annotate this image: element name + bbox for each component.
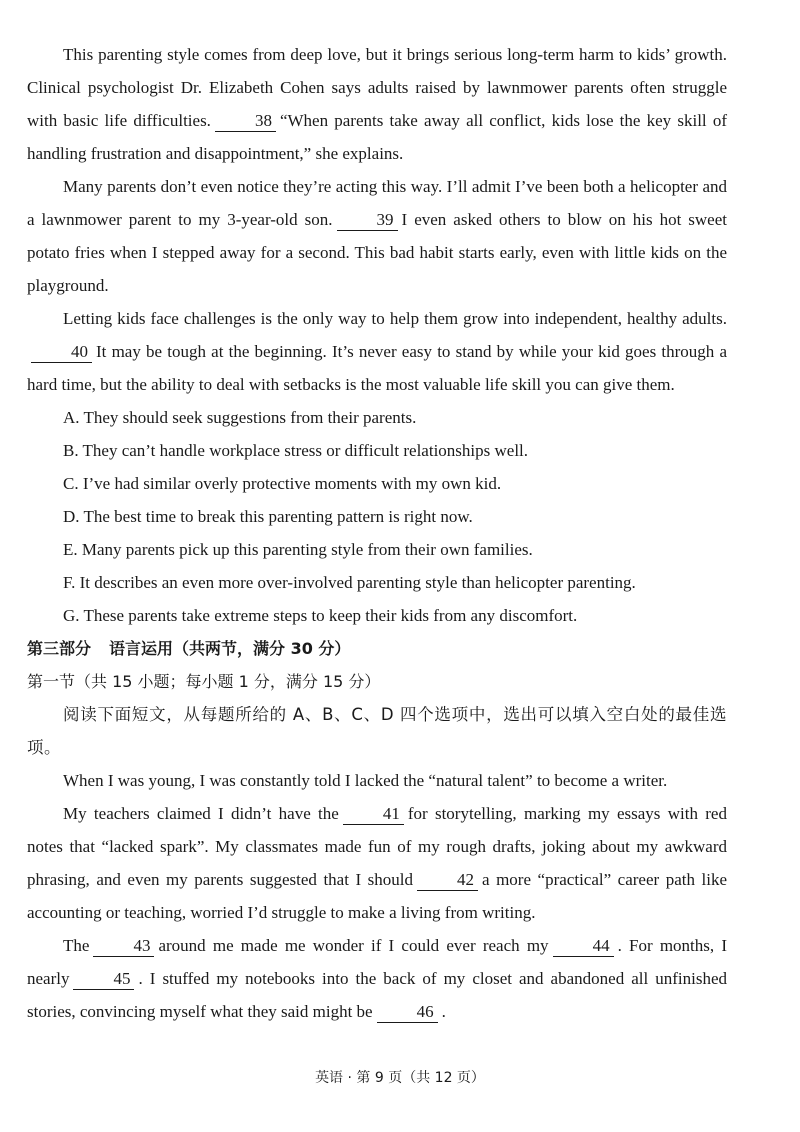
part-subtitle: 语言运用（共两节，满分 30 分） — [109, 639, 351, 658]
paragraph-text: a more “practical” career path like accounting or teaching, worried I’d struggle to make a living from writing. — [27, 870, 727, 922]
answer-blank: 38 — [215, 111, 276, 132]
option-c: C. I’ve had similar overly protective moments with my own kid. — [63, 474, 502, 493]
answer-blank: 39 — [337, 210, 398, 231]
answer-blank: 46 — [377, 1002, 438, 1023]
answer-blank: 40 — [31, 342, 92, 363]
answer-blank: 41 — [343, 804, 404, 825]
cloze-paragraph — [27, 929, 727, 1028]
passage-paragraph — [27, 170, 727, 302]
option-list — [27, 401, 727, 632]
paragraph-text: The — [63, 936, 90, 955]
option-g: G. These parents take extreme steps to keep their kids from any discomfort. — [63, 606, 578, 625]
passage-paragraph — [27, 38, 727, 170]
paragraph-text: . I stuffed my notebooks into the back of my closet and abandoned all unfinished stories, convincing myself what they said might be — [27, 969, 727, 1021]
paragraph-text: . For months, I nearly — [27, 936, 727, 988]
option-f: F. It describes an even more over-involved parenting style than helicopter parenting. — [63, 573, 636, 592]
cloze-paragraph — [27, 797, 727, 929]
passage-paragraph — [27, 302, 727, 401]
part-title: 第三部分 — [27, 639, 92, 658]
section-heading: 第一节（共 15 小题；每小题 1 分，满分 15 分） — [27, 672, 381, 691]
answer-blank: 44 — [553, 936, 614, 957]
paragraph-text: “When parents take away all conflict, kids lose the key skill of handling frustration and disappointment,” she explains. — [27, 111, 727, 163]
exam-page — [27, 38, 727, 1028]
answer-blank: 43 — [93, 936, 154, 957]
paragraph-text: This parenting style comes from deep love, but it brings serious long-term harm to kids’ growth. Clinical psychologist Dr. Elizabeth Cohen says adults raised by lawnmower parents often struggle with basic life difficulties. — [27, 45, 727, 130]
instruction-text: 阅读下面短文，从每题所给的 A、B、C、D 四个选项中，选出可以填入空白处的最佳选项。 — [27, 705, 727, 757]
paragraph-text: It may be tough at the beginning. It’s never easy to stand by while your kid goes through a hard time, but the ability to deal with setbacks is the most valuable life skill you can give them. — [27, 342, 727, 394]
option-b: B. They can’t handle workplace stress or difficult relationships well. — [63, 441, 529, 460]
option-e: E. Many parents pick up this parenting style from their own families. — [63, 540, 533, 559]
paragraph-text: for storytelling, marking my essays with red notes that “lacked spark”. My classmates made fun of my rough drafts, joking about my awkward phrasing, and even my parents suggested that I should — [27, 804, 727, 889]
paragraph-text: Letting kids face challenges is the only way to help them grow into independent, healthy adults. — [63, 309, 727, 328]
option-d: D. The best time to break this parenting pattern is right now. — [63, 507, 473, 526]
option-a: A. They should seek suggestions from their parents. — [63, 408, 417, 427]
paragraph-text: My teachers claimed I didn’t have the — [63, 804, 339, 823]
part-heading — [27, 632, 727, 665]
page-footer: 英语 · 第 9 页（共 12 页） — [315, 1070, 485, 1086]
answer-blank: 45 — [73, 969, 134, 990]
paragraph-text: around me made me wonder if I could ever reach my — [158, 936, 549, 955]
paragraph-text: . — [441, 1002, 446, 1021]
answer-blank: 42 — [417, 870, 478, 891]
paragraph-text: Many parents don’t even notice they’re acting this way. I’ll admit I’ve been both a helicopter and a lawnmower parent to my 3-year-old son. — [27, 177, 727, 229]
cloze-paragraph: When I was young, I was constantly told I lacked the “natural talent” to become a writer. — [63, 771, 668, 790]
paragraph-text: I even asked others to blow on his hot sweet potato fries when I stepped away for a second. This bad habit starts early, even with little kids on the playground. — [27, 210, 727, 295]
